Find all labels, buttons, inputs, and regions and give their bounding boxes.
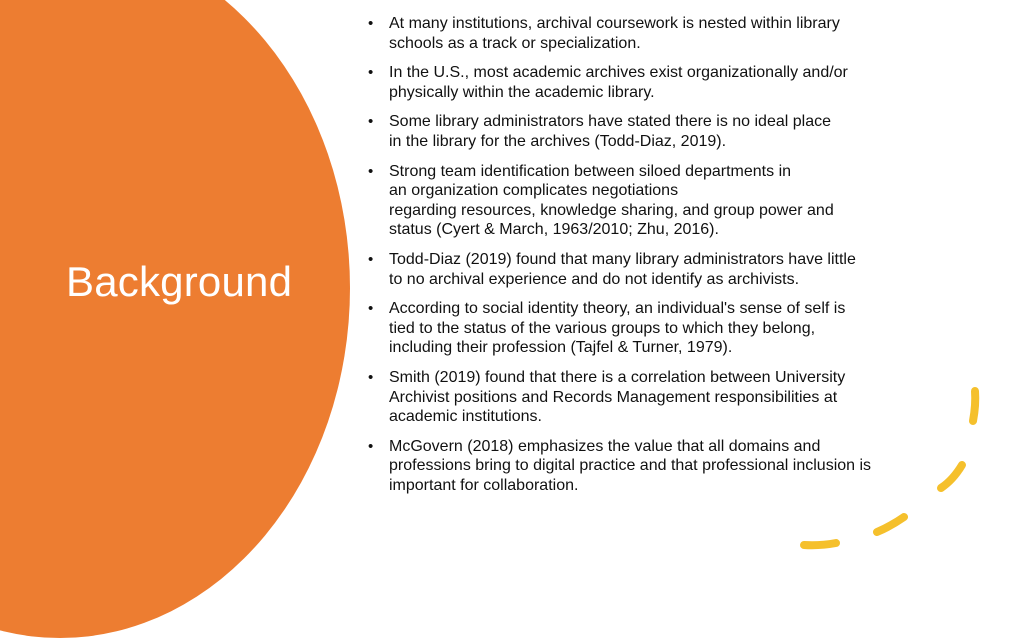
- bullet-marker: •: [368, 300, 374, 318]
- bullet-marker: •: [368, 15, 374, 32]
- bullet-text-line: in the library for the archives (Todd-Diaz, 2019).: [389, 132, 727, 150]
- bullet-marker: •: [368, 437, 374, 455]
- bullet-text-line: physically within the academic library.: [389, 83, 655, 101]
- bullet-marker: •: [368, 64, 374, 82]
- bullet-marker: •: [368, 162, 374, 180]
- slide-title: Background: [66, 258, 293, 305]
- bullet-text-line: including their profession (Tajfel & Turner, 1979).: [389, 339, 733, 357]
- dash-segment: [973, 391, 975, 421]
- bullet-text-line: In the U.S., most academic archives exist organizationally and/or: [389, 64, 848, 82]
- bullet-text-line: Strong team identification between siloed departments in: [389, 162, 792, 180]
- bullet-text-line: important for collaboration.: [389, 476, 579, 494]
- bullet-text-line: Todd-Diaz (2019) found that many library administrators have little: [389, 250, 856, 268]
- bullet-marker: •: [368, 250, 374, 268]
- bullet-marker: •: [368, 113, 374, 131]
- bullet-text-line: to no archival experience and do not identify as archivists.: [389, 270, 800, 288]
- bullet-text-line: status (Cyert & March, 1963/2010; Zhu, 2016).: [389, 221, 719, 239]
- bullet-marker: •: [368, 368, 374, 386]
- dash-segment: [877, 517, 904, 532]
- dash-segment: [804, 543, 836, 545]
- bullet-text-line: McGovern (2018) emphasizes the value that all domains and: [389, 437, 821, 455]
- bullet-text-line: tied to the status of the various groups to which they belong,: [389, 319, 816, 337]
- bullet-text-line: At many institutions, archival coursework is nested within library: [389, 15, 840, 32]
- dash-segment: [941, 465, 962, 488]
- bullet-text-line: schools as a track or specialization.: [389, 34, 641, 52]
- bullet-text-line: Some library administrators have stated there is no ideal place: [389, 113, 831, 131]
- bullet-text-line: professions bring to digital practice and that professional inclusion is: [389, 457, 872, 475]
- bullet-text-line: Smith (2019) found that there is a correlation between University: [389, 368, 846, 386]
- bullet-text-line: an organization complicates negotiations: [389, 182, 679, 200]
- bullet-text-line: According to social identity theory, an individual's sense of self is: [389, 300, 846, 318]
- bullet-text-line: regarding resources, knowledge sharing, and group power and: [389, 201, 834, 219]
- bullet-text-line: academic institutions.: [389, 408, 542, 426]
- bullet-text-line: Archivist positions and Records Management responsibilities at: [389, 388, 838, 406]
